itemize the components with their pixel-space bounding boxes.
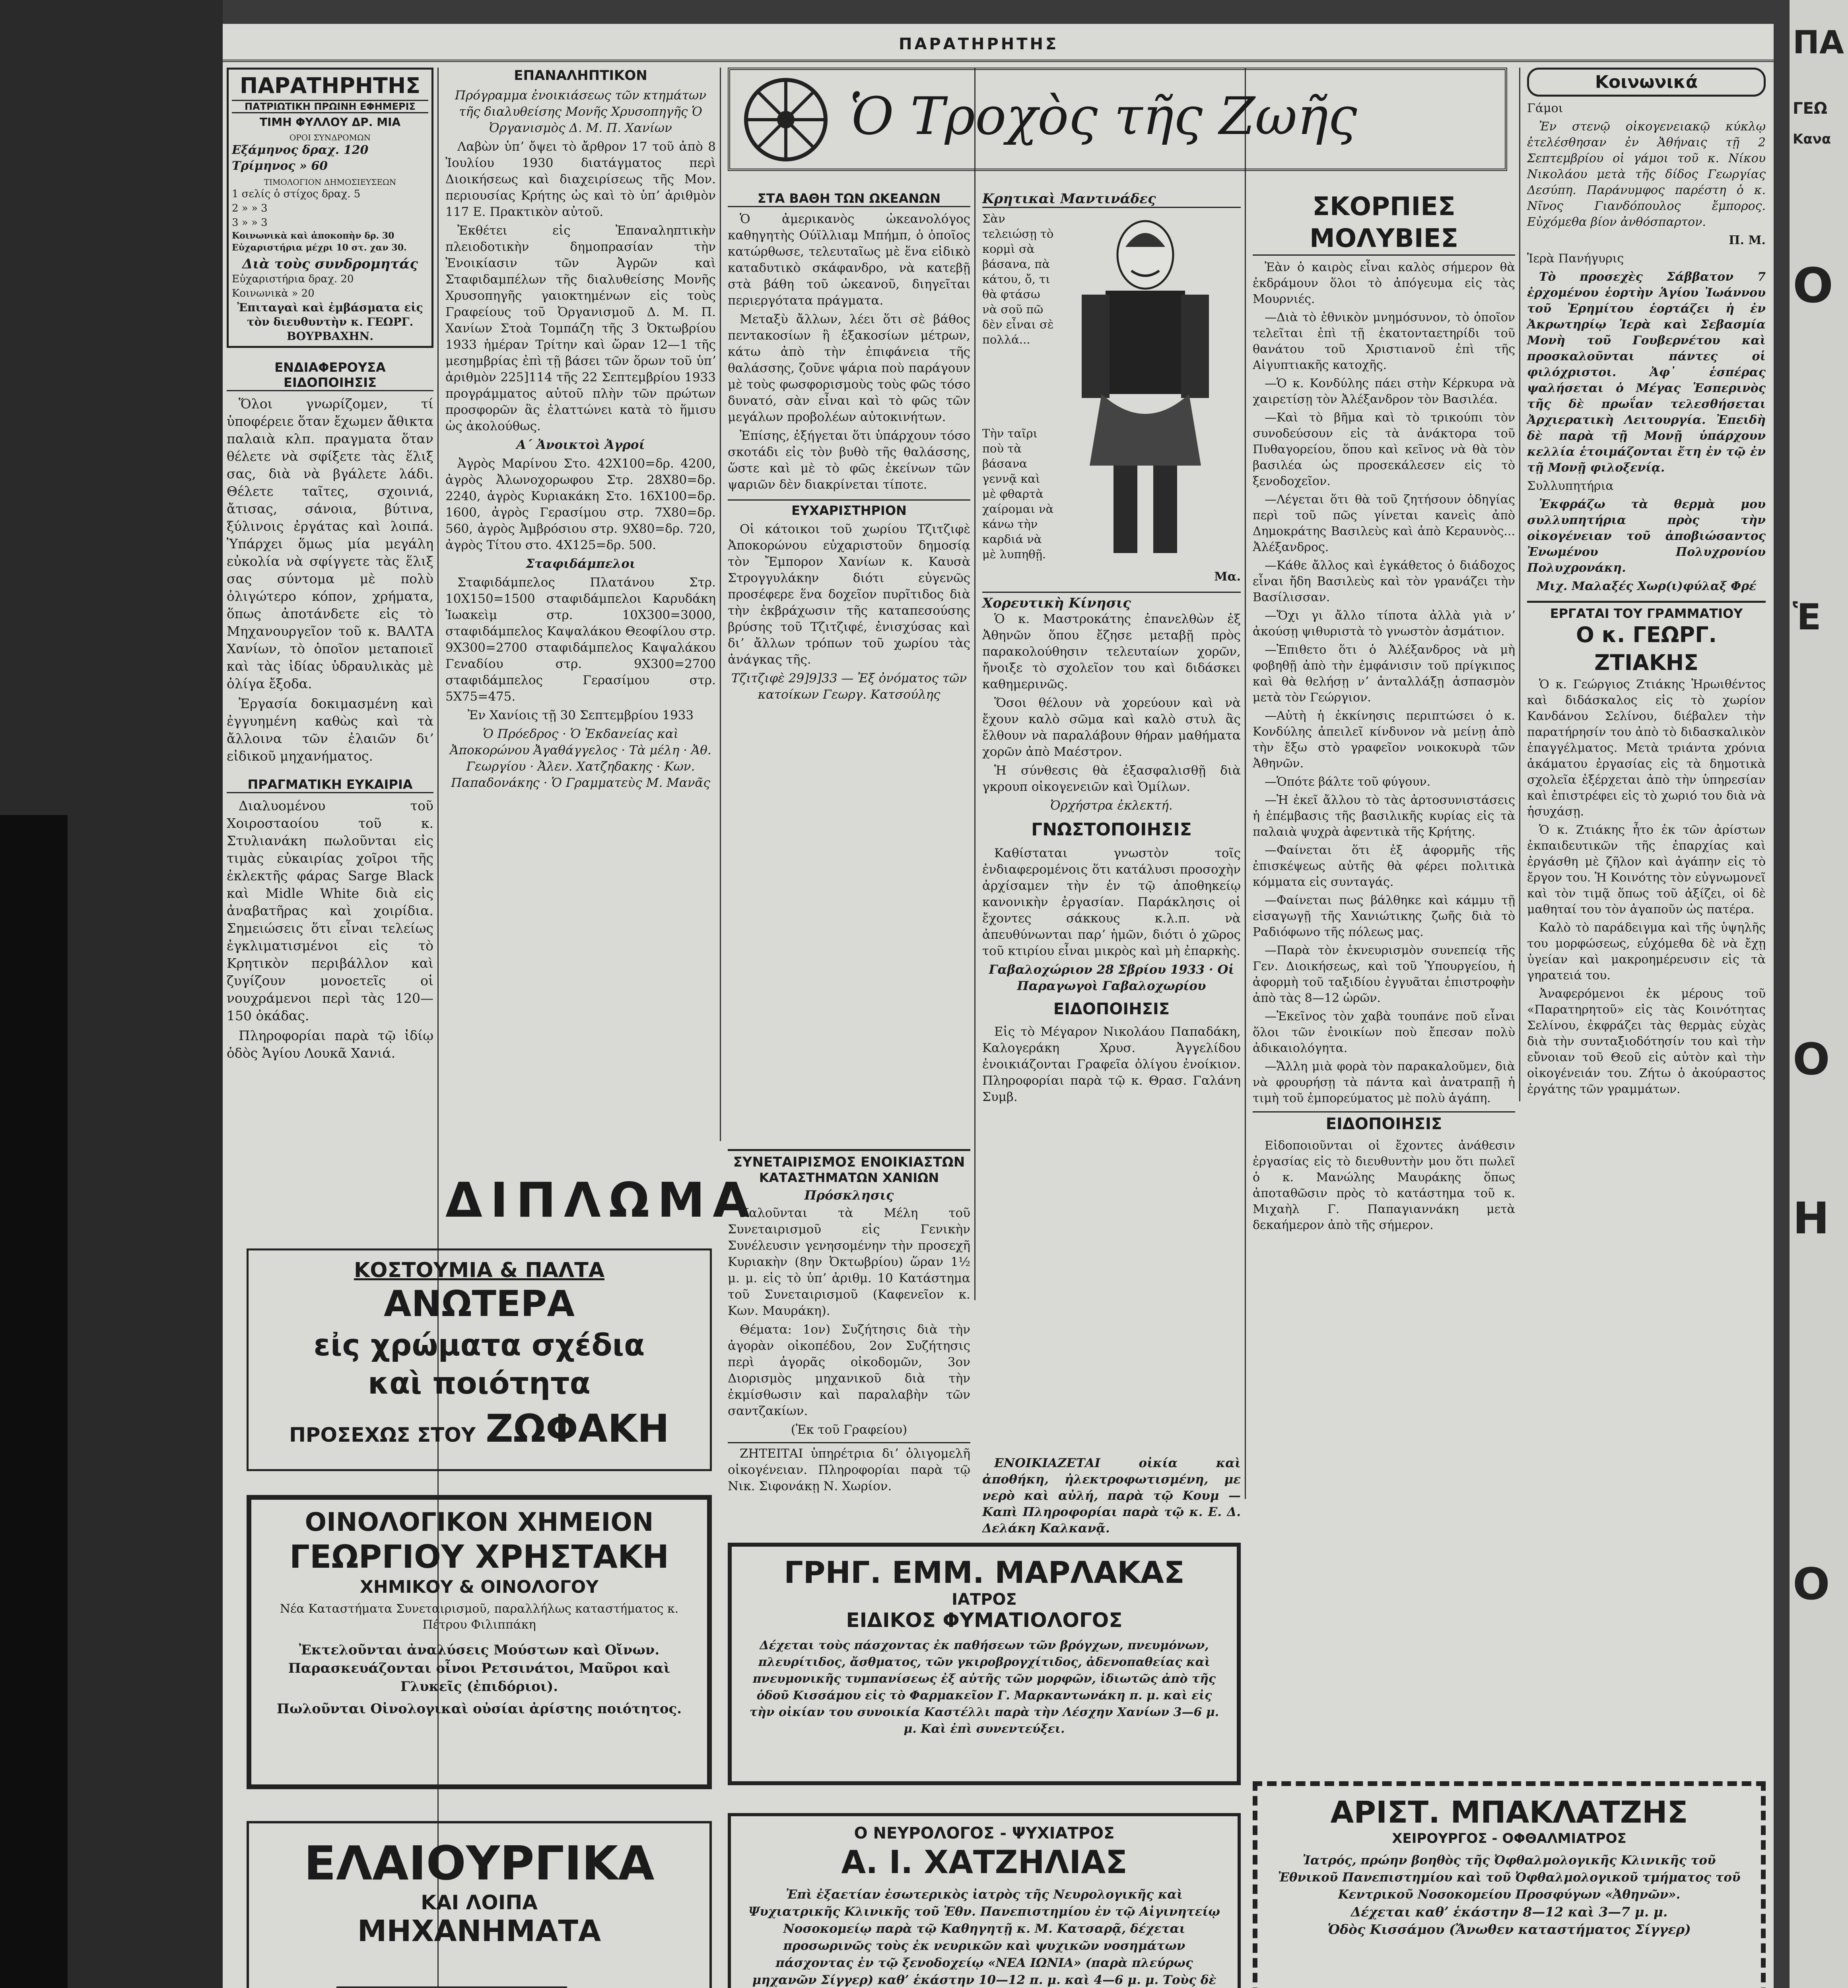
paragraph: —Καὶ τὸ βῆμα καὶ τὸ τρικούπι τὸν συνοδεύσουν εἰς τὰ ἀνάκτορα τοῦ Πυθαγορείου, ὅπου καὶ κεῖνος νὰ θὰ τὸν βασιλέα ὡς προσεκάλεσεν εἰς τὸ ξενοδοχεῖον. [1253,411,1515,488]
ad-line: Ἐκτελοῦνται ἀναλύσεις Μούστων καὶ Οἴνων. Παρασκευάζονται οἶνοι Ρετσινάτοι, Μαῦροι καὶ Γλυκεῖς (ἐπιδόριοι). [288,1642,670,1695]
rates-title: ΤΙΜΟΛΟΓΙΟΝ ΔΗΜΟΣΙΕΥΣΕΩΝ [264,177,396,187]
wheel-icon [742,76,830,163]
article-body [1253,1138,1515,1233]
masthead-text: ΠΑΡΑΤΗΡΗΤΗΣ [899,35,1059,53]
paragraph: Ἡ σύνθεσις θὰ ἐξασφαλισθῇ διὰ γκρουπ οἰκογενειῶν καὶ Ὁμίλων. [982,763,1241,794]
rates-row: 2 » » 3 [232,202,268,214]
paragraph: Λαβὼν ὑπʼ ὄψει τὸ ἄρθρον 17 τοῦ ἀπὸ 8 Ἰουλίου 1930 διατάγματος περὶ Διοικήσεως καὶ διαχειρίσεως τῆς Μον. περιουσίας Κρήτης ὡς καὶ τὸ ὑπʼ ἀριθμὸν 117 Ε. Πρακτικὸν αὐτοῦ. [445,140,716,219]
ads-row: Κοινωνικὰ » 20 [232,287,315,299]
paragraph: —Ἡ ἐκεῖ ἄλλου τὸ τὰς ἀρτοσυνιστάσεις ἡ ἐπέμβασις τῆς βασιλικῆς κυρίας εἰς τὰ παλαιὰ ψυχρὰ ἀφεντικὰ τῆς Κρήτης. [1253,793,1515,839]
paragraph: Ἐὰν ὁ καιρὸς εἶναι καλὸς σήμερον θὰ ἐκδράμουν ὅλοι τὸ ἀπόγευμα εἰς τὰς Μουρνιές. [1253,260,1515,306]
paragraph: Ἐργασία δοκιμασμένη καὶ ἐγγυημένη καθὼς καὶ τὰ ἄλλοινα τῶν ἐλαιῶν διʼ εἰδικοῦ μηχανήματος. [227,696,433,764]
paragraph: —Ὄχι γι ἄλλο τίποτα ἀλλὰ γιὰ νʼ ἀκούσῃ ψιθυριστὰ τὸ γνωστὸν ἀσμάτιον. [1253,609,1515,639]
ad-line: Ο ΝΕΥΡΟΛΟΓΟΣ - ΨΥΧΙΑΤΡΟΣ [854,1824,1115,1842]
article-body [728,1205,970,1438]
subheading: Πρόσκλησις [804,1188,894,1203]
article-body [982,611,1241,814]
ads-note: Ἐπιταγαὶ καὶ ἐμβάσματα εἰς τὸν διευθυντὴν κ. ΓΕΩΡΓ. ΒΟΥΡΒΑΧΗΝ. [237,301,423,343]
headline: ΣΚΟΡΠΙΕΣ ΜΟΛΥΒΙΕΣ [1253,191,1515,256]
paragraph: Εἰς τὸ Μέγαρον Νικολάου Παπαδάκη, Καλογεράκη Χρυσ. Ἀγγελίδου ἐνοικιάζονται Γραφεῖα ὀλίγου ἐνοίκιον. Πληροφορίαι παρὰ τῷ κ. Θρασ. Γαλάνη Συμβ. [982,1025,1241,1104]
subheading: Γάμοι [1527,101,1563,115]
subheading: Ἱερὰ Πανήγυρις [1527,252,1624,266]
headline: ΠΡΑΓΜΑΤΙΚΗ ΕΥΚΑΙΡΙΑ [227,777,433,793]
paragraph: —Παρὰ τὸν ἐκνευρισμὸν συνεπείᾳ τῆς Γεν. Διοικήσεως, καὶ τοῦ Ὑπουργείου, ἡ ἀφορμὴ τοῦ ταξιδίου ἐγγυᾶται ἐπιστροφὴν ἀπὸ τὰς 8—12 ὡρῶν. [1253,944,1515,1005]
ad-line: Δέχεται τοὺς πάσχοντας ἐκ παθήσεων τῶν βρόγχων, πνευμόνων, πλευρίτιδος, ἄσθματος, τῶν γκιροβρογχίτιδος, ἀδενοπαθείας καὶ πνευμονικῆς τυμπανίσεως ἐξ αὐτῆς τῶν μορφῶν, ἰδιωτῶς ἀπὸ τῆς ὁδοῦ Κισσάμου εἰς τὸ Φαρμακεῖον Γ. Μαρκαντωνάκη π. μ. καὶ εἰς τὴν οἰκίαν του συνοικία Καστέλλι παρὰ τὴν Λέσχην Χανίων 3—6 μ. μ. Καὶ ἐπὶ συνεντεύξει. [749,1639,1219,1736]
article-body [227,797,433,1062]
adjacent-text: Ἑ [1793,596,1821,638]
ad-line: ΓΡΗΓ. ΕΜΜ. ΜΑΡΛΑΚΑΣ [784,1555,1185,1590]
signature: Τζιτζιφὲ 29]9]33 — Ἐξ ὀνόματος τῶν κατοίκων Γεωργ. Κατσούλης [731,671,967,702]
ad-chatzilias-doctor [728,1813,1241,1988]
wanted-notice [728,1442,970,1495]
wheel-title: Ὁ Τροχὸς τῆς Ζωῆς [849,86,1357,146]
page-header [223,32,1774,62]
masthead-box [227,68,433,348]
paragraph: ΕΝΟΙΚΙΑΖΕΤΑΙ οἰκία καὶ ἀποθήκη, ἠλεκτροφωτισμένη, με νερὸ καὶ αὐλή, παρὰ τῷ Κουμ — Καπὶ Πληροφορίαι παρὰ τῷ κ. Ε. Δ. Δελάκη Καλκανᾷ. [982,1456,1241,1536]
paragraph: Καλοῦνται τὰ Μέλη τοῦ Συνεταιρισμοῦ εἰς Γενικὴν Συνέλευσιν γενησομένην τὴν προσεχῆ Κυριακὴν (8ην Ὀκτωβρίου) ὥραν 1½ μ. μ. εἰς τὸ ὑπʼ ἀριθμ. 10 Κατάστημα τοῦ Συνεταιρισμοῦ (Καφενεῖον κ. Κων. Μαυράκη). [728,1206,970,1318]
paragraph: Τὸ προσεχὲς Σάββατον 7 ἐρχομένου ἑορτὴν Ἁγίου Ἰωάννου τοῦ Ἐρημίτου ἑορτάζει ἡ ἐν Ἀκρωτηρίῳ Ἱερὰ καὶ Σεβασμία Μονὴ τοῦ Γουβερνέτου καὶ προσκαλοῦνται πάντες οἱ φιλόχριστοι. Ἀφ᾽ ἑσπέρας ψαλήσεται ὁ Μέγας Ἑσπερινὸς τῆς δὲ πρωΐαν τελεσθήσεται Ἀρχιερατικὴ Λειτουργία. Ἐπειδὴ δὲ παρὰ τῇ Μονῇ ὑπάρχουν κελλία ἑτοιμάζονται ἔτη ἐν τῷ ἐν τῇ Μονῇ φιλοξενίᾳ. [1527,270,1766,475]
rent-notice [982,1455,1241,1539]
column-2 [445,68,716,794]
paragraph: —Ὁ κ. Κονδύλης πάει στὴν Κέρκυρα νὰ χαιρετίσῃ τὸν Ἀλέξανδρον τὸν Βασιλέα. [1253,377,1515,406]
ad-line: ΕΙΔΙΚΟΣ ΦΥΜΑΤΙΟΛΟΓΟΣ [846,1609,1123,1632]
paragraph: —Ὁπότε βάλτε τοῦ φύγουν. [1265,775,1431,789]
ad-zofakis [247,1248,712,1471]
ad-line: Νέα Καταστήματα Συνεταιρισμοῦ, παραλλήλως καταστήματος κ. Πέτρου Φιλιππάκη [280,1602,679,1632]
adjacent-text: Ο [1793,1034,1830,1085]
adjacent-text: ΓΕΩ [1793,99,1827,118]
wheel-of-life-banner [728,68,1507,171]
adjacent-text: Ο [1793,258,1834,314]
paragraph: Ὅσοι θέλουν νὰ χορεύουν καὶ νὰ ἔχουν καλὸ σῶμα καὶ καλὸ στυλ ἂς ἔλθουν νὰ παραλάβουν θήραν μαθήματα χορῶν ἀπὸ Μαέστρον. [982,696,1241,759]
headline: ΕΡΓΑΤΑΙ ΤΟΥ ΓΡΑΜΜΑΤΙΟΥ [1527,601,1766,621]
paragraph: Ὅλοι γνωρίζομεν, τί ὑποφέρειε ὅταν ἔχωμεν ἄθικτα παλαιὰ κλπ. πραγματα ὅταν θέλετε νὰ σφίξετε τὰς ἕλιξ σας, διὰ νὰ βγάλετε λάδι. Θέλετε ταῖτες, σχοινιά, ἄτισας, σάνοια, βύτινα, ξύλινοις ἐργάτας καὶ λοιπά. Ὑπάρχει ὅμως μία μεγάλη εὐκολία νὰ σφίγγετε τὰς ἕλιξ σας σύντομα μὲ πολὺ ὀλιγώτερο κόπον, χρήματα, ὅπως ἀποτάνδετε εἰς τὸ Μηχανουργεῖον τοῦ κ. ΒΑΛΤΑ Χανίων, τὸ ὁποῖον μεταποιεῖ καὶ τὰς ἰδίας ὑδραυλικὰς μὲ ὀλίγα ἔξοδα. [227,396,433,691]
oil-press-illustration [313,1974,591,1988]
ad-line: ΜΗΧΑΝΗΜΑΤΑ [357,1914,601,1948]
ad-line: ΧΕΙΡΟΥΡΓΟΣ - ΟΦΘΑΛΜΙΑΤΡΟΣ [1392,1831,1626,1846]
headline: ΕΙΔΟΠΟΙΗΣΙΣ [1253,1111,1515,1133]
verse-signature: Μα. [1214,570,1241,584]
paragraph: Θέματα: 1ον) Συζήτησις διὰ τὴν ἀγορὰν οἰκοπέδου, 2ον Συζήτησις περὶ ἀγορᾶς οἰκοδομῶν, 3ον Διορισμὸς μηχανικοῦ διὰ τὴν ἐκμίσθωσιν καὶ παραλαβὴν τῶν σαντζακίων. [728,1322,970,1418]
article-body [1527,101,1766,594]
paragraph: Καθίσταται γνωστὸν τοῖς ἐνδιαφερομένοις ὅτι κατάλυσι προσοχὴν ἀρχίσαμεν τὴν ἐν τῷ ἀποθηκείῳ κανονικὴν ἐργασίαν. Παράκλησις οἱ ἔχοντες σάκκους κ.λ.π. νὰ ἀπευθύνωνται παρʼ ἡμῶν, διότι ὁ χῶρος τοῦ κτιρίου εἶναι μικρὸς καὶ μὴ ἐπαρκὴς. [982,846,1241,958]
column-3 [728,191,970,705]
ads-row: Εὐχαριστήρια δραχ. 20 [232,273,354,285]
column-5 [1253,191,1515,1236]
diploma-banner [445,1173,758,1228]
ad-oenological-lab [247,1495,712,1789]
column-rule [1519,68,1520,1101]
headline: Κρητικαὶ Μαντινάδες [982,191,1241,208]
article-body [982,1455,1241,1537]
subheading: Συλλυπητήρια [1527,479,1614,493]
paragraph: —Ἄλλη μιὰ φορὰ τὸν παρακαλοῦμεν, διὰ νὰ φρουρήσῃ τὰ πάντα καὶ ἀνατραπῇ ἡ τιμὴ τοῦ ἐμπορεύματος μὲ πολὺ ἀγάπη. [1253,1060,1515,1105]
paragraph: Ἐν στενῷ οἰκογενειακῷ κύκλῳ ἐτελέσθησαν ἐν Ἀθήναις τῇ 2 Σεπτεμβρίου οἱ γάμοι τοῦ κ. Νίκου Νικολάου μετὰ τῆς δίδος Γεωργίας Δεσύπη. Παράνυμφος παρέστη ὁ κ. Νῖνος Γιανδόπουλος ἔμπορος. Εὐχόμεθα βίον ἀνθόσπαρτον. [1527,120,1766,229]
ad-line: ΟΙΝΟΛΟΓΙΚΟΝ ΧΗΜΕΙΟΝ [305,1508,654,1537]
adjacent-text: Ο [1793,1559,1830,1609]
diploma-title: ΔΙΠΛΩΜΑ [445,1173,758,1228]
paragraph: —Λέγεται ὅτι θὰ τοῦ ζητήσουν ὁδηγίας περὶ τοῦ πῶς γίνεται κανεὶς ἀπὸ Δημοκράτης Βασιλεὺς καὶ ἀπὸ Κεραυνὸς... Ἀλέξανδρος. [1253,493,1515,554]
column-6 [1527,68,1766,1100]
paragraph: Ἐκθέτει εἰς Ἐπαναληπτικὴν πλειοδοτικὴν δημοπρασίαν τὴν Ἐνοικίασιν τῶν Ἀγρῶν καὶ Σταφιδαμπέλων τῆς διαλυθείσης Μονῆς Χρυσοπηγῆς γαιοκτημένων εἰς τοὺς Γραφείους τοῦ Ὀργανισμοῦ Δ. Μ. Π. Χανίων Στοὰ Τομπάζη τῆς 3 Ὀκτωβρίου 1933 ἡμέραν Τρίτην καὶ ὥραν 12—1 τῆς μεσημβρίας ἐπὶ τῇ βάσει τῶν ὅρων τοῦ ὑπʼ ἀριθμὸν 225]114 τῆς 22 Σεπτεμβρίου 1933 προγράμματος αὐτοῦ πλὴν τῶν πρώτων προσφορῶν ἃς ἐλαττώνει κατὰ τὸ ἥμισυ ὡς ἀκολούθως. [445,223,716,433]
verse-text: Σὰν τελειώσῃ τὸ κορμὶ σὰ βάσανα, πὰ κάτου, ὄ, τι θὰ φτάσω νὰ σοῦ πῶ δὲν εἶναι σὲ πολλά... [982,212,1054,346]
paragraph: Ὁ κ. Γεώργιος Ζτιάκης Ἠρωιθέντος καὶ διδάσκαλος εἰς τὸ χωρίον Κανδάνου Σελίνου, διέβαλεν τὴν παρατήρησίν του ἀπὸ τὸ διδασκαλικὸν ἐπαγγέλματος. Μετὰ τριάντα χρόνια ἀκάματου ἐργασίας εἰς τὰ δημοτικὰ σχολεῖα ἐξέρχεται ἀπὸ τὴν ὑπηρεσίαν καὶ ἐπιστρέφει εἰς τὸ χωριό του διὰ νὰ ἡσυχάσῃ. [1527,678,1766,819]
subscription-row: Εξάμηνος δραχ. 120 [232,143,369,157]
paragraph: Καλὸ τὸ παράδειγμα καὶ τῆς ὑψηλῆς του μορφώσεως, εὐχόμεθα δὲ νὰ ἔχῃ ὑγείαν καὶ μακροημέρευσιν εἰς τὰ γηρατειά του. [1527,921,1766,982]
column-rule [720,68,721,1141]
signatures: Ὁ Πρόεδρος · Ὁ Ἐκδανείας καὶ Ἀποκορώνου Ἀγαθάγγελος · Τὰ μέλη · Ἀθ. Γεωργίου · Ἀλεν. Χατζηδακης · Κων. Παπαδονάκης · Ὁ Γραμματεὺς Μ. Μανᾶς [450,727,711,790]
signature: Μιχ. Μαλαξές Χωρ(ι)φύλαξ Φρέ [1536,579,1757,593]
paragraph: —Αὐτὴ ἡ ἐκκίνησις περιπτώσει ὁ κ. Κονδύλης ἀπειλεῖ κίνδυνον νὰ μείνῃ ἀπὸ τὴν ἔξω στὸ γραφεῖον νοικοκυρὰ τῶν Ἀθηνῶν. [1253,709,1515,771]
headline: ΕΝΔΙΑΦΕΡΟΥΣΑ ΕΙΔΟΠΟΙΗΣΙΣ [227,360,433,391]
article-body [728,521,970,703]
paragraph: Ἀγρὸς Μαρίνου Στο. 42Χ100=δρ. 4200, ἀγρὸς Ἀλωνοχορωφου Στρ. 28Χ80=δρ. 2240, ἀγρὸς Κυριακάκη Στο. 16Χ100=δρ. 1600, ἀγρὸς Γερασίμου στρ. 7Χ80=δρ. 560, ἀγρὸς Ἀμβρόσιου στρ. 9Χ80=δρ. 720, ἀγρὸς Τίτου στο. 4Χ125=δρ. 500. [445,456,716,552]
binding-shadow [0,815,68,1988]
ads-title: Διὰ τοὺς συνδρομητάς [242,256,418,272]
headline: ΣΤΑ ΒΑΘΗ ΤΩΝ ΩΚΕΑΝΩΝ [728,191,970,207]
paragraph: —Κάθε ἄλλος καὶ ἐγκάθετος ὁ διάδοχος εἶναι ἤδη Βασιλεὺς καὶ τὸν γρανάζει τὴν Βασίλισσαν. [1253,559,1515,604]
headline: ΚΑΤΑΣΤΗΜΑΤΩΝ ΧΑΝΙΩΝ [759,1170,939,1185]
signature: Γαβαλοχώριον 28 Σβρίου 1933 · Οἱ Παραγωγοὶ Γαβαλοχωρίου [989,963,1234,993]
ad-line: Πωλοῦνται Οἰνολογικαὶ οὐσίαι ἀρίστης ποιότητος. [276,1701,682,1717]
ad-line: Ἐπὶ ἐξαετίαν ἐσωτερικὸς ἰατρὸς τῆς Νευρολογικῆς καὶ Ψυχιατρικῆς Κλινικῆς τοῦ Ἐθν. Πανεπιστημίου ἐν τῷ Αἰγινητείῳ Νοσοκομείῳ παρὰ τῷ Καθηγητῇ κ. Μ. Κατσαρᾷ, δέχεται προσωρινῶς τοὺς ἐκ νευρικῶν καὶ ψυχικῶν νοσημάτων πάσχοντας ἐν τῷ ξενοδοχείῳ «ΝΕΑ ΙΩΝΙΑ» (παρὰ πλεύρως μηχανῶν Σίγγερ) καθʼ ἑκάστην 10—12 π. μ. καὶ 4—6 μ. μ. Τοὺς δὲ [748,1887,1220,1987]
paragraph: Οἱ κάτοικοι τοῦ χωρίου Τζιτζιφὲ Ἀποκορώνου εὐχαριστοῦν δημοσίᾳ τὸν Ἔμπορον Χανίων κ. Καυσὰ Στρογγυλάκην διότι εὐγενῶς προσέφερε ἕνα δοχεῖον πυρῖτιδος διὰ τὴν ἐκβράχωσιν τῆς καταπεσούσης βρύσης τοῦ Τζιτζιφέ, ἐνισχύσας καὶ διʼ ἄλλων τρόπων τοῦ χωρίου τὰς ἀνάγκας τῆς. [728,522,970,667]
paragraph: Πρόγραμμα ἐνοικιάσεως τῶν κτημάτων τῆς διαλυθείσης Μονῆς Χρυσοπηγῆς Ὁ Ὀργανισμὸς Δ. Μ. Π. Χανίων [455,88,707,135]
article-body [227,395,433,765]
headline: Χορευτικὴ Κίνησις [982,592,1241,611]
ad-line: Ἰατρός, πρώην βοηθὸς τῆς Ὀφθαλμολογικῆς Κλινικῆς τοῦ Ἐθνικοῦ Πανεπιστημίου καὶ τοῦ Ὀφθαλμολογικοῦ τμήματος τοῦ Κεντρικοῦ Νοσοκομείου Προσφύγων «Ἀθηνῶν». [1278,1853,1741,1902]
ad-line: ΓΕΩΡΓΙΟΥ ΧΡΗΣΤΑΚΗ [289,1538,669,1575]
ad-line: ΚΟΣΤΟΥΜΙΑ & ΠΑΛΤΑ [354,1258,604,1282]
ad-line: εἰς χρώματα σχέδια [313,1327,645,1363]
rates-note: Κοινωνικὰ καὶ ἀποκοπὴν δρ. 30 Εὐχαριστήρια μέχρι 10 στ. χαν 30. [232,231,407,253]
cretan-man-illustration [1058,211,1233,569]
paragraph: —Φαίνεται ὅτι ἐξ ἀφορμῆς τῆς ἐπισκέψεως αὐτῆς θὰ φέρει πολιτικὰ κόμματα εἰς συνταγάς. [1253,843,1515,889]
paragraph: —Ἐκεῖνος τὸν χαβὰ τουπάνε ποῦ εἶναι ὅλοι τῶν ἐνοικίων ποὺ ἔπεσαν πολὺ ἀδικαιολόγητα. [1253,1010,1515,1055]
column-4 [982,191,1241,1108]
rates-row: 3 » » 3 [232,217,268,229]
subscription-title: ΟΡΟΙ ΣΥΝΔΡΟΜΩΝ [289,133,371,142]
ad-line: ΑΝΩΤΕΡΑ [384,1283,575,1325]
paragraph: —Διὰ τὸ ἐθνικὸν μνημόσυνον, τὸ ὁποῖον τελεῖται ἐπὶ τῇ ἑκατονταετηρίδι τοῦ θανάτου τοῦ Χριστιανοῦ ἐπὶ τῆς Αἰγυπτιακῆς κατοχῆς. [1253,311,1515,372]
subheading: Α΄ Ἀνοικτοὶ Ἀγροί [516,438,645,452]
subscription-row: Τρίμηνος » 60 [232,159,328,173]
ad-marlakas-doctor [728,1543,1241,1785]
article-body [445,87,716,791]
column-rule [1245,68,1246,1499]
adjacent-text: Η [1793,1193,1830,1244]
signature: Π. Μ. [1729,233,1766,247]
ad-line: Α. Ι. ΧΑΤΖΗΛΙΑΣ [841,1844,1127,1881]
adjacent-text: ΠΑ [1793,24,1844,61]
paragraph: Ὁ ἀμερικανὸς ὠκεανολόγος καθηγητὴς Ούϊλλιαμ Μπήμπ, ὁ ὁποῖος κατώρθωσε, τελευταῖως μὲ ἕνα εἰδικὸ καταδυτικὸ σκάφανδρο, νὰ κατεβῇ στὰ βάθη τοῦ ὠκεανοῦ, διηγεῖται περιεργότατα πράγματα. [728,212,970,308]
paragraph: —Φαίνεται πως βάλθηκε καὶ κάμμυ τῇ εἰσαγωγῇ τῆς Χανιώτικης ζωῆς διὰ τὸ Ραδιόφωνο τῆς πόλεως μας. [1253,893,1515,939]
paragraph: Μεταξὺ ἄλλων, λέει ὅτι σὲ βάθος πεντακοσίων ἢ ἑξακοσίων μέτρων, κάτω ἀπὸ τὴν ἐπιφάνεια τῆς θαλάσσης, ζοῦνε ψάρια ποὺ παράγουν μὲ τοὺς φωσφορισμοὺς τοὺς φῶς τόσο δυνατό, σὰν εἶναι καὶ τὸ φῶς τῶν μεγάλων προβολέων αὐτοκινήτων. [728,312,970,424]
paragraph: Ὁ κ. Ζτιάκης ἦτο ἐκ τῶν ἀρίστων ἐκπαιδευτικῶν τῆς ἐπαρχίας καὶ ἐργάσθη μὲ ζῆλον καὶ ἀγάπην εἰς τὸ ἔργον του. Ἡ Κοινότης τὸν εὐγνωμονεῖ καὶ τὸν τιμᾷ ὅπως τοῦ ἀξίζει, οἱ δὲ μαθηταί του τὸν ἀγαποῦν ὡς πατέρα. [1527,823,1766,916]
section-header-social: Κοινωνικά [1527,68,1766,97]
paragraph: Εἰδοποιοῦνται οἱ ἔχοντες ἀνάθεσιν ἐργασίας εἰς τὸ διευθυντὴν μου ὅτι πωλεῖ ὁ κ. Μανώλης Μαυράκης ὅπως ἀποταθῶσιν πρὸς τὸ κατάστημα τοῦ κ. Μιχαὴλ Γ. Παπαγιαννάκη μετὰ δεκαήμερον ἀπὸ τῆς σήμερον. [1253,1139,1515,1232]
ad-line: Ὁδὸς Κισσάμου (Ἄνωθεν καταστήματος Σίγγερ) [1327,1922,1691,1937]
ad-line: ΕΛΑΙΟΥΡΓΙΚΑ [304,1836,655,1891]
ad-line: ΚΑΙ ΛΟΙΠΑ [421,1891,538,1914]
paragraph: Ἐκφράζω τὰ θερμὰ μου συλλυπητήρια πρὸς τὴν οἰκογένειαν τοῦ ἀποβιώσαντος Ἐνωμένου Πολυχρονίου Πολυχρονάκη. [1527,497,1766,575]
article-body [982,1024,1241,1105]
headline: ΕΠΑΝΑΛΗΠΤΙΚΟΝ [514,68,647,83]
paragraph: ΖΗΤΕΙΤΑΙ ὑπηρέτρια διʼ ὀλιγομελῆ οἰκογένειαν. Πληροφορίαι παρὰ τῷ Νικ. Σιφονάκῃ Ν. Χωρίον. [728,1446,970,1493]
headline: ΕΥΧΑΡΙΣΤΗΡΙΟΝ [728,499,970,518]
paragraph: Ὁ κ. Μαστροκάτης ἐπανελθὼν ἐξ Ἀθηνῶν ὅπου ἔζησε μεταβῇ πρὸς παρακολούθησιν τελευταίων χορῶν, ἤνοιξε τὸ σχολεῖον του καὶ διδάσκει καθημερινῶς. [982,612,1241,691]
paragraph: Διαλυομένου τοῦ Χοιροσταοίου τοῦ κ. Στυλιανάκη πωλοῦνται εἰς τιμὰς εὐκαιρίας χοῖροι τῆς ἐκλεκτῆς φάρας Sarge Black καὶ Midle White διὰ εἰς ἀναβατῆρας καὶ χοιρίδια. Σημειώσεις ὅτι εἶναι τελείως ἐγκλιματισμένοι εἰς τὸ Κρητικὸν περιβάλλον καὶ ζυγίζουν μονοετεῖς οἱ νουχράμενοι περὶ τὰς 120—150 ὀκάδας. [227,798,433,1023]
column-rule [974,68,975,1300]
article-body [728,211,970,493]
paper-subtitle: ΠΑΤΡΙΩΤΙΚΗ ΠΡΩΙΝΗ ΕΦΗΜΕΡΙΣ [232,100,428,113]
headline: Ο κ. ΓΕΩΡΓ. ΖΤΙΑΚΗΣ [1576,622,1717,675]
ad-line: ΖΩΦΑΚΗ [486,1406,669,1451]
newspaper-page [223,24,1774,1988]
ad-line: ΠΡΟΣΕΧΩΣ ΣΤΟΥ [289,1423,476,1446]
paragraph: Ἐν Χανίοις τῇ 30 Σεπτεμβρίου 1933 [467,708,694,722]
article-body [982,845,1241,994]
paper-title: ΠΑΡΑΤΗΡΗΤΗΣ [239,73,421,98]
paragraph: Ἐπίσης, ἐξήγεται ὅτι ὑπάρχουν τόσο σκοτάδι εἰς τὸν βυθὸ τῆς θαλάσσης, ὥστε καὶ μὲ τὸ φῶς ἐκείνων τῶν ψαριῶν δὲν διακρίνεται τίποτε. [728,429,970,492]
verse-text: Τὴν ταῖρι ποὺ τὰ βάσανα γεννᾷ καὶ μὲ φθαρτὰ χαίρομαι νὰ κάνω τὴν καρδιά νὰ μὲ λυπηθῇ. [982,427,1054,561]
adjacent-page-strip [1790,0,1848,1988]
article-body [1527,677,1766,1097]
subheading: Σταφιδάμπελοι [526,557,635,571]
ad-oil-machines [247,1821,712,1988]
paragraph: Ἀναφερόμενοι ἐκ μέρους τοῦ «Παρατηρητοῦ» εἰς τὰς Κοινότητας Σελίνου, ἐκφράζει τὰς θερμὰς εὐχὰς διὰ τὴν συνταξιοδότησίν του καὶ τὴν εὔνοιαν τοῦ Θεοῦ εἰς αὐτὸν καὶ τὴν οἰκογένειάν του. Ζήτω ὁ ἀκούραστος ἐργάτης τῶν γραμμάτων. [1527,987,1766,1096]
headline: ΓΝΩΣΤΟΠΟΙΗΣΙΣ [1031,819,1192,840]
headline: ΣΥΝΕΤΑΙΡΙΣΜΟΣ ΕΝΟΙΚΙΑΣΤΩΝ [728,1149,970,1170]
paragraph: Πληροφορίαι παρὰ τῷ ἰδίῳ ὁδὸς Ἁγίου Λουκᾶ Χανιά. [227,1028,433,1061]
ad-line: ΙΑΤΡΟΣ [952,1590,1017,1609]
ad-bakladzis-ophthalmologist [1253,1781,1766,1988]
paragraph: Σταφιδάμπελος Πλατάνου Στρ. 10Χ150=1500 σταφιδάμπελοι Καρυδάκη Ἰωακεὶμ στρ. 10Χ300=3000, σταφιδάμπελος Καψαλάκου Θεοφίλου στρ. 9Χ300=2700 σταφιδάμπελος Καψαλάκου Γεναδίου στρ. 9Χ300=2700 σταφιδάμπελος Γερασίμου στρ. 5Χ75=475. [445,575,716,704]
ad-line: ΑΡΙΣΤ. ΜΠΑΚΛΑΤΖΗΣ [1330,1794,1688,1830]
paper-price: ΤΙΜΗ ΦΥΛΛΟΥ ΔΡ. ΜΙΑ [259,116,401,129]
article-body [1253,260,1515,1107]
paragraph: Ὀρχήστρα ἐκλεκτή. [1050,798,1173,813]
column-1 [227,68,433,1064]
adjacent-text: Κανα [1793,131,1831,147]
rates-row: 1 σελίς ὁ στίχος δραχ. 5 [232,188,361,200]
ad-line: ΧΗΜΙΚΟΥ & ΟΙΝΟΛΟΓΟΥ [359,1577,599,1597]
ad-line: καὶ ποιότητα [368,1365,591,1401]
paragraph: —Ἐπιθετο ὅτι ὁ Ἀλέξανδρος νὰ μὴ φοβηθῇ ἀπὸ τὴν ἐμφάνισιν τοῦ πρίγκιπος καὶ θὰ θελήσῃ νʼ ἀνταλλάξῃ ἀσπασμὸν μετὰ τὸν Γεώργιον. [1253,643,1515,705]
cooperative-notice [728,1149,970,1497]
headline: ΕΙΔΟΠΟΙΗΣΙΣ [1053,1000,1170,1018]
paragraph: (Ἐκ τοῦ Γραφείου) [791,1423,907,1437]
ad-line: Δέχεται καθʼ ἑκάστην 8—12 καὶ 3—7 μ. μ. [1351,1904,1668,1920]
